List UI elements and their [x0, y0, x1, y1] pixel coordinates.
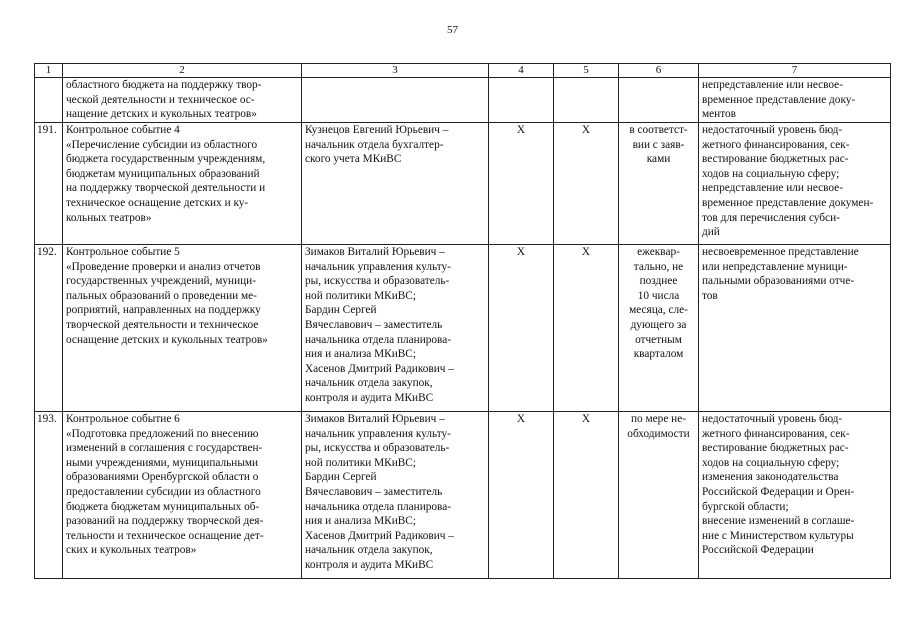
event-cell-line: пальных образований о проведении ме- — [66, 289, 257, 302]
event-cell — [63, 78, 302, 123]
event-cell-line: предоставлении субсидии из областного — [66, 485, 261, 498]
event-cell-line: Контрольное событие 5 — [66, 246, 180, 258]
table-header-row — [35, 64, 891, 78]
risks-cell — [699, 78, 891, 123]
deadline-cell-line: по мере не- — [631, 413, 686, 425]
event-cell-line: образованиями Оренбургской области о — [66, 471, 259, 484]
responsible-cell-line: Бардин Сергей — [305, 304, 377, 317]
event-cell-line: «Проведение проверки и анализ отчетов — [66, 260, 261, 273]
risks-cell — [699, 412, 891, 579]
deadline-cell — [619, 123, 699, 245]
deadline-cell-line: месяца, сле- — [629, 304, 688, 317]
event-cell-line: роприятий, направленных на поддержку — [66, 304, 261, 317]
risks-cell-line: недостаточный уровень бюд- — [702, 413, 843, 425]
risks-cell-line: тов — [702, 289, 718, 302]
responsible-cell-line: ной политики МКиВС; — [305, 456, 416, 469]
deadline-cell-line: в соответст- — [629, 124, 688, 136]
responsible-cell-line: ры, искусства и образователь- — [305, 275, 450, 288]
mark-cell-4: Х — [489, 245, 554, 412]
deadline-cell — [619, 245, 699, 412]
responsible-cell-line: ния и анализа МКиВС; — [305, 515, 416, 528]
deadline-cell-line: вии с заяв- — [632, 138, 685, 151]
event-cell-line: ческой деятельности и техническое ос- — [66, 93, 255, 106]
row-number: 192. — [35, 245, 63, 412]
responsible-cell-line: контроля и аудита МКиВС — [305, 391, 434, 404]
event-cell — [63, 412, 302, 579]
responsible-cell-line: ной политики МКиВС; — [305, 289, 416, 302]
mark-cell-4: Х — [489, 412, 554, 579]
event-cell-line: ских и кукольных театров» — [66, 544, 197, 557]
responsible-cell-line: начальник отдела бухгалтер- — [305, 138, 444, 151]
responsible-cell-line: Зимаков Виталий Юрьевич – — [305, 246, 445, 258]
risks-cell-line: недостаточный уровень бюд- — [702, 124, 843, 136]
responsible-cell — [302, 78, 489, 123]
responsible-cell — [302, 412, 489, 579]
column-header: 3 — [302, 64, 489, 78]
risks-cell-line: дий — [702, 226, 720, 239]
deadline-cell-line: ками — [646, 153, 671, 166]
deadline-cell — [619, 412, 699, 579]
deadline-cell-line: позднее — [639, 275, 678, 288]
risks-cell-line: внесение изменений в соглаше- — [702, 515, 855, 528]
risks-cell-line: пальными образованиями отче- — [702, 275, 855, 288]
risks-cell-line: бургской области; — [702, 500, 789, 513]
column-header: 2 — [63, 64, 302, 78]
table-row — [35, 245, 891, 412]
event-cell-line: оснащение детских и кукольных театров» — [66, 333, 268, 346]
risks-cell-line: непредставление или несвое- — [702, 79, 843, 91]
risks-cell-line: жетного финансирования, сек- — [702, 427, 850, 440]
event-cell-line: творческой деятельности и техническое — [66, 318, 259, 331]
risks-cell-line: вестирование бюджетных рас- — [702, 442, 849, 455]
responsible-cell — [302, 123, 489, 245]
risks-cell-line: жетного финансирования, сек- — [702, 138, 850, 151]
event-cell-line: государственных учреждений, муници- — [66, 275, 256, 288]
risks-cell-line: несвоевременное представление — [702, 246, 859, 258]
mark-cell-5: Х — [554, 245, 619, 412]
responsible-cell-line: ния и анализа МКиВС; — [305, 348, 416, 361]
event-cell — [63, 245, 302, 412]
responsible-cell-line: Вячеславович – заместитель — [305, 485, 443, 498]
column-header: 7 — [699, 64, 891, 78]
responsible-cell-line: контроля и аудита МКиВС — [305, 558, 434, 571]
column-header: 4 — [489, 64, 554, 78]
mark-cell-5 — [554, 78, 619, 123]
responsible-cell-line: ского учета МКиВС — [305, 153, 402, 166]
risks-cell-line: ходов на социальную сферу; — [702, 456, 840, 469]
risks-cell-line: Российской Федерации — [702, 544, 814, 557]
risks-cell — [699, 245, 891, 412]
page-number: 57 — [447, 24, 458, 36]
mark-cell-5: Х — [554, 412, 619, 579]
event-cell-line: техническое оснащение детских и ку- — [66, 196, 249, 209]
column-header: 1 — [35, 64, 63, 78]
risks-cell-line: Российской Федерации и Орен- — [702, 485, 855, 498]
row-number — [35, 78, 63, 123]
risks-cell-line: временное представление докумен- — [702, 196, 874, 209]
event-cell-line: бюджета государственным учреждениям, — [66, 153, 266, 166]
table-row — [35, 78, 891, 123]
deadline-cell-line: 10 числа — [637, 289, 680, 302]
deadline-cell-line: тально, не — [633, 260, 684, 273]
event-cell-line: нащение детских и кукольных театров» — [66, 108, 257, 121]
responsible-cell-line: начальника отдела планирова- — [305, 333, 452, 346]
deadline-cell-line: кварталом — [633, 348, 684, 361]
risks-cell-line: непредставление или несвое- — [702, 182, 843, 195]
column-header: 5 — [554, 64, 619, 78]
mark-cell-4: Х — [489, 123, 554, 245]
deadline-cell-line: ежеквар- — [637, 246, 680, 258]
risks-cell-line: или непредставление муници- — [702, 260, 848, 273]
event-cell-line: кольных театров» — [66, 211, 152, 224]
event-cell-line: Контрольное событие 6 — [66, 413, 180, 425]
responsible-cell-line: начальник отдела закупок, — [305, 544, 433, 557]
event-cell-line: изменений в соглашения с государствен- — [66, 442, 263, 455]
responsible-cell-line: Бардин Сергей — [305, 471, 377, 484]
responsible-cell-line: Хасенов Дмитрий Радикович – — [305, 529, 454, 542]
table-row — [35, 412, 891, 579]
column-header: 6 — [619, 64, 699, 78]
event-cell-line: бюджетам муниципальных образований — [66, 167, 260, 180]
responsible-cell-line: начальник отдела закупок, — [305, 377, 433, 390]
responsible-cell-line: Кузнецов Евгений Юрьевич – — [305, 124, 449, 136]
event-cell-line: «Перечисление субсидии из областного — [66, 138, 258, 151]
responsible-cell-line: ры, искусства и образователь- — [305, 442, 450, 455]
risks-cell-line: вестирование бюджетных рас- — [702, 153, 849, 166]
mark-cell-5: Х — [554, 123, 619, 245]
responsible-cell — [302, 245, 489, 412]
event-cell-line: бюджета бюджетам муниципальных об- — [66, 500, 260, 513]
responsible-cell-line: начальника отдела планирова- — [305, 500, 452, 513]
mark-cell-4 — [489, 78, 554, 123]
risks-cell-line: ходов на социальную сферу; — [702, 167, 840, 180]
risks-cell-line: временное представление доку- — [702, 93, 856, 106]
event-cell-line: на поддержку творческой деятельности и — [66, 182, 266, 195]
row-number: 193. — [35, 412, 63, 579]
risks-cell-line: изменения законодательства — [702, 471, 839, 484]
event-cell-line: областного бюджета на поддержку твор- — [66, 79, 262, 91]
risks-cell-line: ние с Министерством культуры — [702, 529, 854, 542]
risks-cell-line: тов для перечисления субси- — [702, 211, 840, 224]
event-cell-line: «Подготовка предложений по внесению — [66, 427, 259, 440]
responsible-cell-line: Вячеславович – заместитель — [305, 318, 443, 331]
responsible-cell-line: Хасенов Дмитрий Радикович – — [305, 362, 454, 375]
deadline-cell-line: отчетным — [635, 333, 682, 346]
responsible-cell-line: начальник управления культу- — [305, 260, 451, 273]
event-cell-line: тельности и техническое оснащение дет- — [66, 529, 264, 542]
events-table — [34, 63, 891, 579]
risks-cell-line: ментов — [702, 108, 736, 121]
deadline-cell-line: обходимости — [627, 427, 690, 440]
risks-cell — [699, 123, 891, 245]
deadline-cell-line: дующего за — [630, 318, 687, 331]
table-row — [35, 123, 891, 245]
event-cell — [63, 123, 302, 245]
event-cell-line: Контрольное событие 4 — [66, 124, 180, 136]
responsible-cell-line: начальник управления культу- — [305, 427, 451, 440]
deadline-cell — [619, 78, 699, 123]
event-cell-line: разований на поддержку творческой дея- — [66, 515, 264, 528]
row-number: 191. — [35, 123, 63, 245]
event-cell-line: ными учреждениями, муниципальными — [66, 456, 259, 469]
responsible-cell-line: Зимаков Виталий Юрьевич – — [305, 413, 445, 425]
